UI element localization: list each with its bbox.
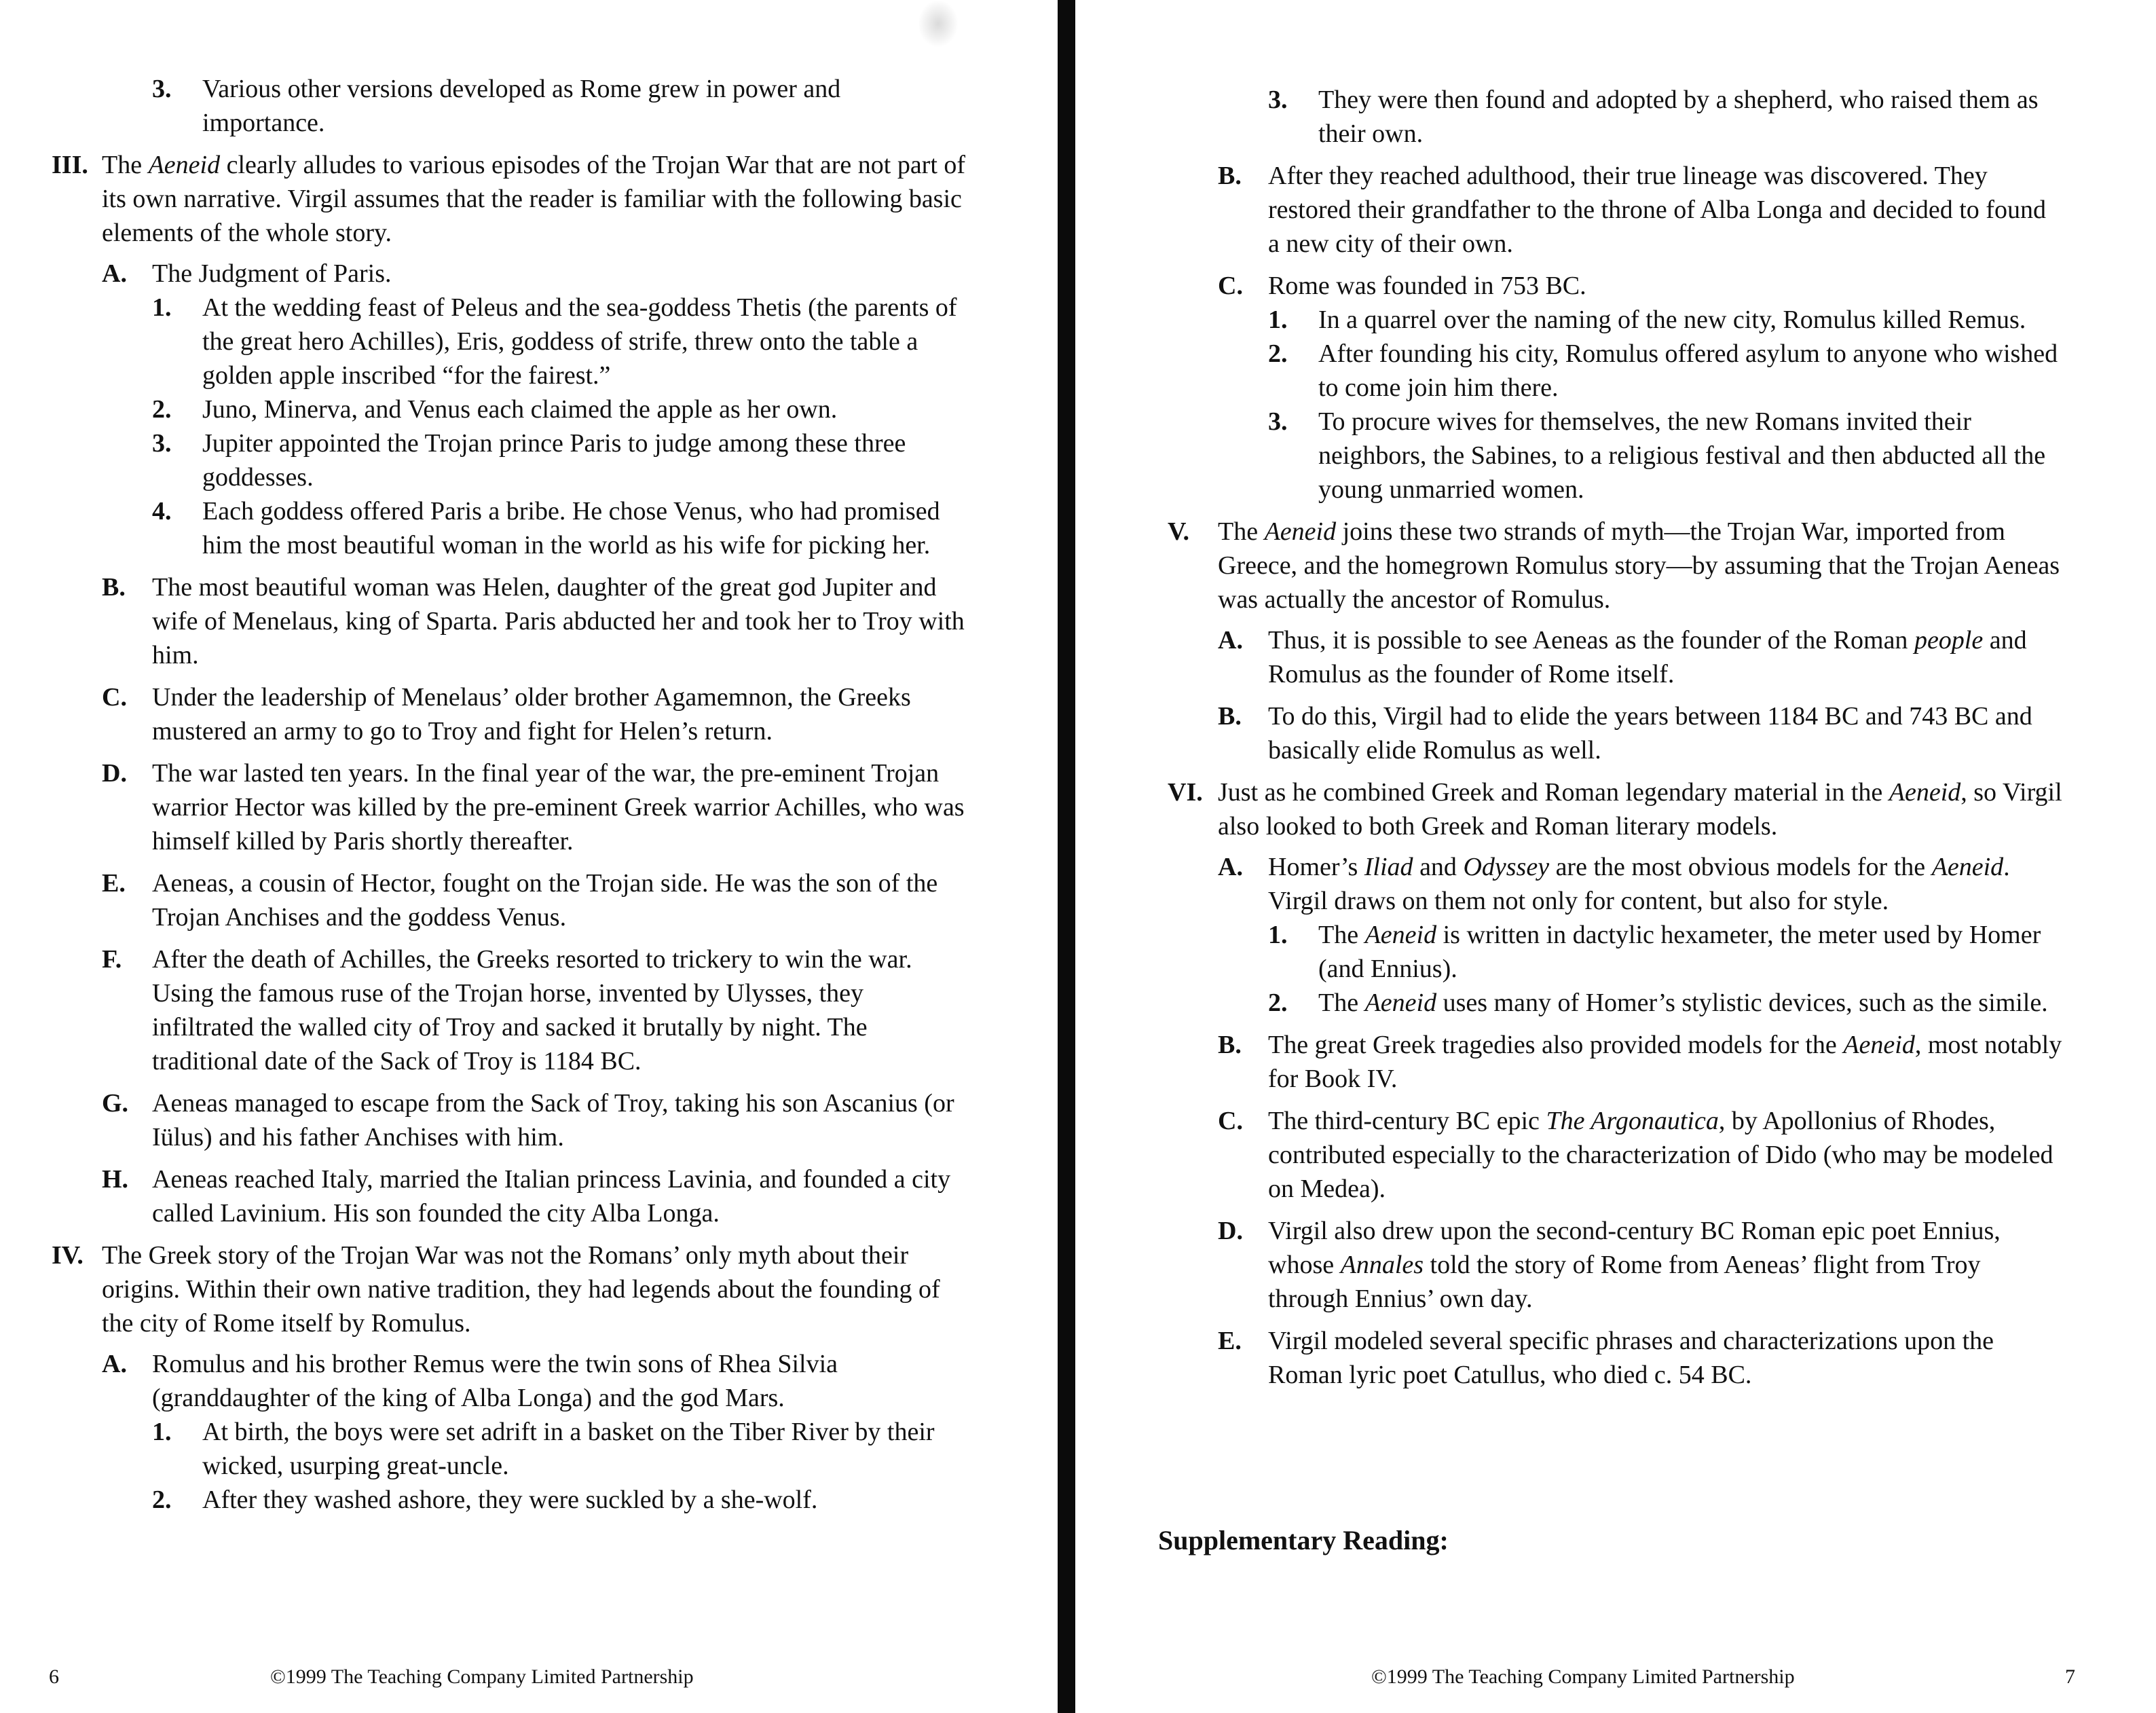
subitem-text: At the wedding feast of Peleus and the sea-goddess Thetis (the parents of the great hero Achilles), Eris, goddess of strife, threw onto the table a golden apple inscribed “for the fairest.” — [202, 293, 957, 390]
item-iii-f — [102, 942, 968, 1078]
subitem-label: 3. — [152, 429, 172, 458]
copyright-footer: ©1999 The Teaching Company Limited Partnership — [1371, 1665, 1795, 1688]
item-text: Homer’s Iliad and Odyssey are the most obvious models for the Aeneid. Virgil draws on them not only for content, but also for style. — [1268, 853, 2010, 915]
item-iv-c — [1218, 269, 2064, 506]
item-label: A. — [102, 259, 127, 288]
item-label: C. — [1218, 1107, 1243, 1135]
item-vi-b — [1218, 1028, 2064, 1096]
section-v — [1168, 515, 2064, 767]
item-iii-g — [102, 1086, 968, 1154]
item-vi-a-subitems — [1268, 918, 2064, 1020]
subitem — [1268, 918, 2064, 986]
item-v-b — [1218, 699, 2064, 767]
item-label: F. — [102, 945, 122, 974]
item-text: The third-century BC epic The Argonautica, by Apollonius of Rhodes, contributed especially to the characterization of Dido (who may be modeled on Medea). — [1268, 1107, 2053, 1203]
section-vi-items — [1218, 850, 2064, 1392]
item-label: E. — [1218, 1327, 1242, 1355]
item-text: The Judgment of Paris. — [152, 259, 392, 288]
item-label: G. — [102, 1089, 129, 1118]
item-iii-a-subitems — [152, 291, 968, 562]
section-label: VI. — [1168, 778, 1203, 807]
section-label: V. — [1168, 517, 1190, 546]
subitem-label: 1. — [152, 1418, 172, 1446]
subitem-label: 1. — [1268, 921, 1288, 949]
item-label: B. — [1218, 162, 1242, 190]
subitem-text: Juno, Minerva, and Venus each claimed the apple as her own. — [202, 395, 838, 424]
item-text: Virgil modeled several specific phrases and characterizations upon the Roman lyric poet Catullus, who died c. 54 BC. — [1268, 1327, 1994, 1389]
item-vi-c — [1218, 1104, 2064, 1206]
item-iii-b — [102, 570, 968, 672]
section-vi — [1168, 775, 2064, 1392]
page-number: 7 — [2065, 1665, 2075, 1688]
section-iii — [52, 148, 968, 1230]
item-vi-d — [1218, 1214, 2064, 1316]
item-iii-d — [102, 756, 968, 858]
subitem-text: To procure wives for themselves, the new Romans invited their neighbors, the Sabines, to a religious festival and then abducted all the young unmarried women. — [1318, 407, 2046, 504]
item-v-a — [1218, 623, 2064, 691]
supplementary-reading-heading: Supplementary Reading: — [1158, 1525, 1449, 1555]
subitem — [152, 1415, 968, 1483]
item-text: Rome was founded in 753 BC. — [1268, 272, 1586, 300]
item-label: 3. — [1268, 86, 1288, 114]
item-label: B. — [1218, 1031, 1242, 1059]
continued-item — [52, 72, 968, 140]
section-label: IV. — [52, 1241, 83, 1270]
section-iv — [52, 1238, 968, 1517]
item-iv-b — [1218, 159, 2064, 261]
continued-letters — [1218, 159, 2064, 506]
left-page-body — [52, 72, 968, 1525]
item-iii-a — [102, 257, 968, 562]
section-v-items — [1218, 623, 2064, 767]
section-label: III. — [52, 151, 88, 179]
subitem-label: 1. — [152, 293, 172, 322]
item-text: Romulus and his brother Remus were the twin sons of Rhea Silvia (granddaughter of the king of Alba Longa) and the god Mars. — [152, 1350, 838, 1412]
subitem — [152, 392, 968, 426]
item-text: They were then found and adopted by a shepherd, who raised them as their own. — [1318, 86, 2039, 148]
subitem — [152, 494, 968, 562]
copyright-footer: ©1999 The Teaching Company Limited Partnership — [270, 1665, 694, 1688]
book-spine — [1058, 0, 1075, 1713]
subitem — [152, 291, 968, 392]
subitem-text: In a quarrel over the naming of the new city, Romulus killed Remus. — [1318, 306, 2026, 334]
subitem-label: 2. — [152, 1486, 172, 1514]
item-iii-c — [102, 680, 968, 748]
item-label: A. — [102, 1350, 127, 1378]
section-text: The Aeneid clearly alludes to various episodes of the Trojan War that are not part of its own narrative. Virgil assumes that the reader is familiar with the following basic elements of the whole story. — [102, 151, 966, 247]
subitem — [1268, 337, 2064, 405]
subitem-text: The Aeneid is written in dactylic hexameter, the meter used by Homer (and Ennius). — [1318, 921, 2041, 983]
subitem — [1268, 303, 2064, 337]
item-label: D. — [102, 759, 127, 788]
subitem-label: 2. — [1268, 339, 1288, 368]
item-label: H. — [102, 1165, 129, 1194]
item-text: Various other versions developed as Rome grew in power and importance. — [202, 75, 841, 137]
item-text: Aeneas reached Italy, married the Italian princess Lavinia, and founded a city called Lavinium. His son founded the city Alba Longa. — [152, 1165, 951, 1228]
subitem — [1268, 986, 2064, 1020]
item-iv-a-subitems — [152, 1415, 968, 1517]
item-vi-e — [1218, 1324, 2064, 1392]
item-text: Under the leadership of Menelaus’ older brother Agamemnon, the Greeks mustered an army to go to Troy and fight for Helen’s return. — [152, 683, 911, 745]
item-label: E. — [102, 869, 126, 898]
subitem-label: 1. — [1268, 306, 1288, 334]
item-text: Virgil also drew upon the second-century BC Roman epic poet Ennius, whose Annales told the story of Rome from Aeneas’ flight from Troy through Ennius’ own day. — [1268, 1217, 2001, 1313]
item-iii-h — [102, 1162, 968, 1230]
left-page — [0, 0, 1059, 1713]
item-label: A. — [1218, 626, 1243, 655]
subitem-text: Jupiter appointed the Trojan prince Paris to judge among these three goddesses. — [202, 429, 906, 492]
item-label: B. — [1218, 702, 1242, 731]
section-iv-items — [102, 1347, 968, 1517]
item-iv-a — [102, 1347, 968, 1517]
item-text: To do this, Virgil had to elide the years between 1184 BC and 743 BC and basically elide Romulus as well. — [1268, 702, 2032, 765]
item-iii-e — [102, 866, 968, 934]
section-text: Just as he combined Greek and Roman legendary material in the Aeneid, so Virgil also looked to both Greek and Roman literary models. — [1218, 778, 2062, 841]
subitem-text: After founding his city, Romulus offered asylum to anyone who wished to come join him there. — [1318, 339, 2058, 402]
subitem — [1268, 405, 2064, 506]
subitem-text: After they washed ashore, they were suckled by a she-wolf. — [202, 1486, 818, 1514]
section-iii-items — [102, 257, 968, 1230]
item-label: B. — [102, 573, 126, 602]
subitem-text: At birth, the boys were set adrift in a basket on the Tiber River by their wicked, usurping great-uncle. — [202, 1418, 935, 1480]
item-text: Aeneas managed to escape from the Sack of Troy, taking his son Ascanius (or Iülus) and his father Anchises with him. — [152, 1089, 954, 1152]
item-iv-c-subitems — [1268, 303, 2064, 506]
item-text: Thus, it is possible to see Aeneas as the founder of the Roman people and Romulus as the founder of Rome itself. — [1268, 626, 2027, 688]
subitem-text: The Aeneid uses many of Homer’s stylistic devices, such as the simile. — [1318, 989, 2048, 1017]
section-text: The Greek story of the Trojan War was not the Romans’ only myth about their origins. Within their own native tradition, they had legends about the founding of the city of Rome itself by Romulus. — [102, 1241, 940, 1338]
item-label: C. — [1218, 272, 1243, 300]
subitem — [152, 1483, 968, 1517]
subitem-label: 3. — [1268, 407, 1288, 436]
subitem-label: 2. — [152, 395, 172, 424]
subitem-label: 2. — [1268, 989, 1288, 1017]
item-label: D. — [1218, 1217, 1243, 1245]
item-text: Aeneas, a cousin of Hector, fought on the Trojan side. He was the son of the Trojan Anchises and the goddess Venus. — [152, 869, 938, 932]
item-text: After the death of Achilles, the Greeks resorted to trickery to win the war. Using the famous ruse of the Trojan horse, invented by Ulysses, they infiltrated the walled city of Troy and sacked it brutally by night. The traditional date of the Sack of Troy is 1184 BC. — [152, 945, 912, 1075]
page-number: 6 — [49, 1665, 59, 1688]
subitem-text: Each goddess offered Paris a bribe. He chose Venus, who had promised him the most beautiful woman in the world as his wife for picking her. — [202, 497, 940, 559]
subitem-label: 4. — [152, 497, 172, 526]
subitem — [152, 426, 968, 494]
item-label: A. — [1218, 853, 1243, 881]
item-label: 3. — [152, 75, 172, 103]
item-vi-a — [1218, 850, 2064, 1020]
item-label: C. — [102, 683, 127, 712]
item-text: The war lasted ten years. In the final year of the war, the pre-eminent Trojan warrior Hector was killed by the pre-eminent Greek warrior Achilles, who was himself killed by Paris shortly thereafter. — [152, 759, 965, 855]
item-text: After they reached adulthood, their true lineage was discovered. They restored their grandfather to the throne of Alba Longa and decided to found a new city of their own. — [1268, 162, 2046, 258]
section-text: The Aeneid joins these two strands of myth—the Trojan War, imported from Greece, and the homegrown Romulus story—by assuming that the Trojan Aeneas was actually the ancestor of Romulus. — [1218, 517, 2060, 614]
right-page — [1075, 0, 2156, 1713]
item-text: The great Greek tragedies also provided models for the Aeneid, most notably for Book IV. — [1268, 1031, 2062, 1093]
item-text: The most beautiful woman was Helen, daughter of the great god Jupiter and wife of Menelaus, king of Sparta. Paris abducted her and took her to Troy with him. — [152, 573, 965, 669]
right-page-body — [1168, 83, 2064, 1400]
continued-item — [1168, 83, 2064, 151]
